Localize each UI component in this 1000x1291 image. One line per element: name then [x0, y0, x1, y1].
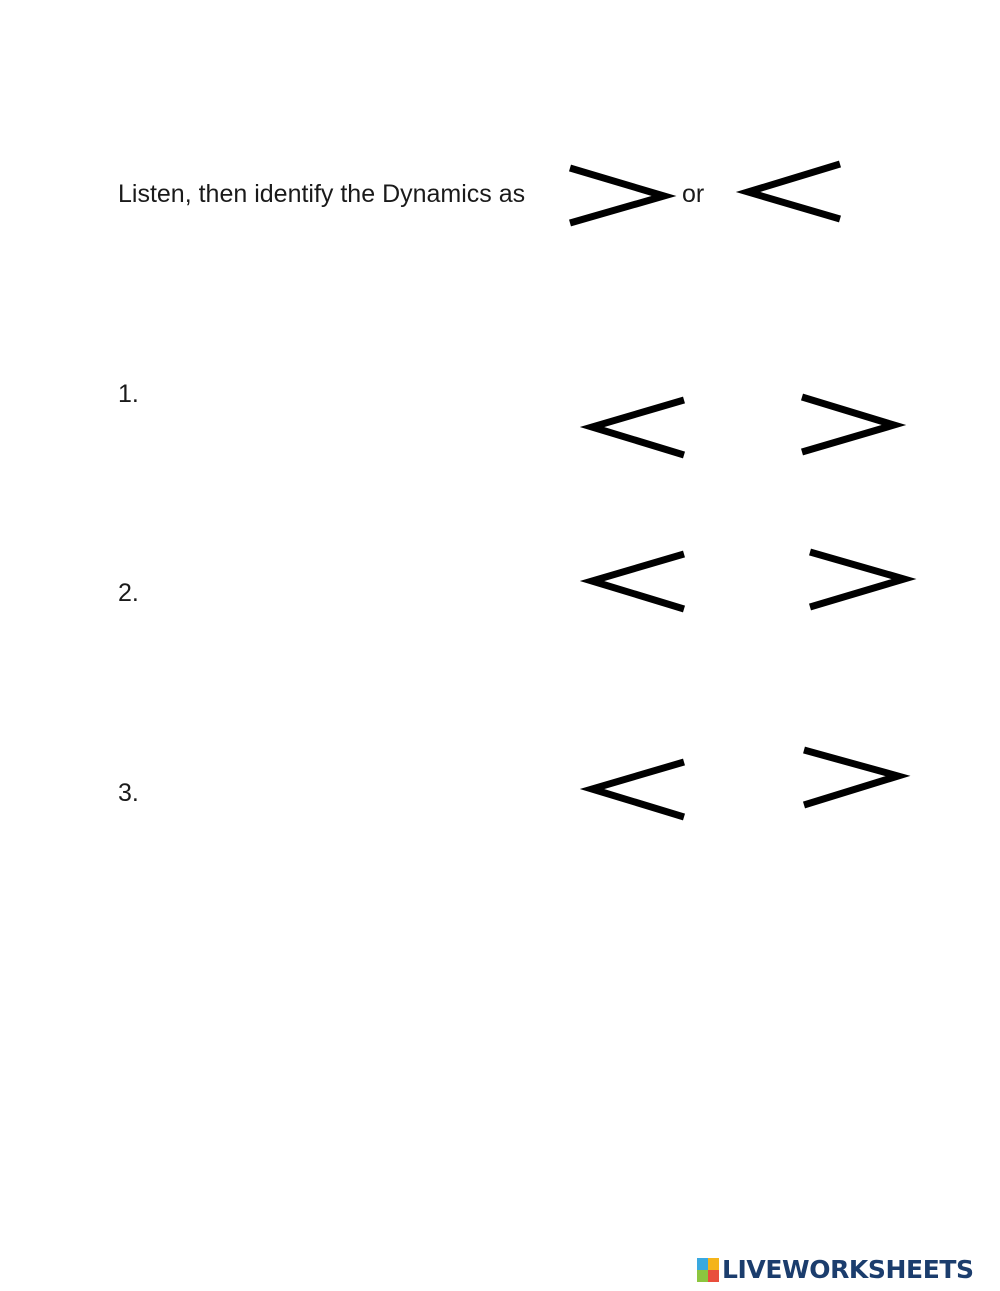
logo-square-2	[708, 1258, 719, 1270]
crescendo-hairpin-icon[interactable]	[588, 550, 688, 614]
question-1-number: 1.	[118, 380, 139, 408]
logo-square-4	[708, 1270, 719, 1282]
crescendo-hairpin-icon	[744, 160, 844, 224]
liveworksheets-logo	[697, 1255, 974, 1285]
crescendo-hairpin-icon[interactable]	[588, 758, 688, 822]
decrescendo-hairpin-icon[interactable]	[808, 547, 908, 611]
question-2-number: 2.	[118, 579, 139, 607]
decrescendo-hairpin-icon	[568, 162, 668, 228]
logo-squares-icon	[697, 1258, 719, 1282]
crescendo-hairpin-icon[interactable]	[588, 396, 688, 460]
logo-brand-text: LIVEWORKSHEETS	[722, 1255, 974, 1284]
instruction-text: Listen, then identify the Dynamics as	[118, 180, 526, 208]
logo-square-1	[697, 1258, 708, 1270]
logo-square-3	[697, 1270, 708, 1282]
or-text: or	[682, 180, 705, 208]
decrescendo-hairpin-icon[interactable]	[802, 745, 902, 809]
question-3-number: 3.	[118, 779, 139, 807]
decrescendo-hairpin-icon[interactable]	[800, 392, 900, 456]
